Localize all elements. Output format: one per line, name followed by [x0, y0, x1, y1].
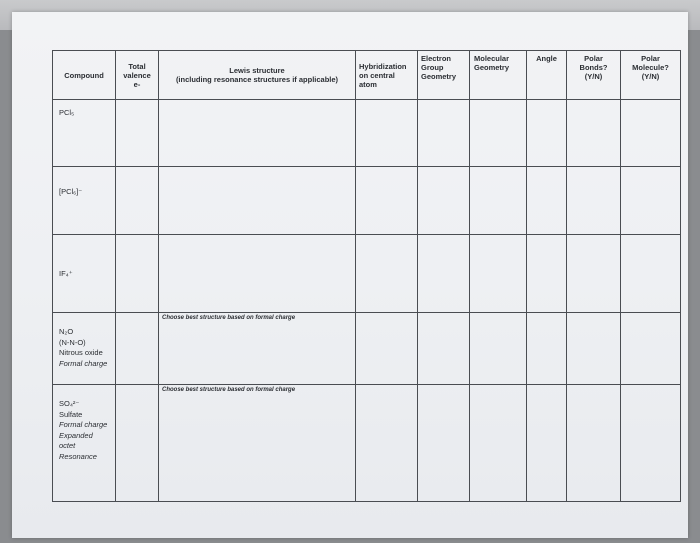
header-polar-bonds: Polar Bonds? (Y/N): [567, 51, 621, 100]
answer-cell[interactable]: [527, 167, 567, 235]
header-row: [53, 51, 681, 100]
answer-cell[interactable]: [621, 235, 681, 313]
answer-cell[interactable]: [116, 235, 159, 313]
table-row: [53, 385, 681, 502]
answer-cell[interactable]: [356, 167, 418, 235]
answer-cell[interactable]: [621, 385, 681, 502]
worksheet-grid: [52, 50, 681, 502]
answer-cell[interactable]: [621, 313, 681, 385]
answer-cell[interactable]: [418, 313, 470, 385]
formal-charge-note: Choose best structure based on formal charge: [162, 315, 296, 321]
answer-cell[interactable]: [621, 100, 681, 167]
answer-cell[interactable]: [470, 167, 527, 235]
compound-cell: SO₄²⁻ Sulfate Formal charge Expanded octet Resonance: [53, 385, 116, 502]
worksheet-paper: [12, 12, 688, 538]
answer-cell[interactable]: [470, 385, 527, 502]
compound-cell: PCl₅: [53, 100, 116, 167]
answer-cell[interactable]: [527, 100, 567, 167]
answer-cell[interactable]: [159, 100, 356, 167]
answer-cell[interactable]: [527, 313, 567, 385]
header-angle: Angle: [527, 51, 567, 100]
compound-cell: IF₄⁺: [53, 235, 116, 313]
answer-cell[interactable]: [567, 100, 621, 167]
answer-cell[interactable]: [567, 235, 621, 313]
answer-cell[interactable]: [356, 385, 418, 502]
header-total-valence: Total valence e-: [116, 51, 159, 100]
answer-cell[interactable]: [356, 313, 418, 385]
answer-cell[interactable]: [116, 167, 159, 235]
lewis-structure-cell[interactable]: [159, 313, 356, 385]
answer-cell[interactable]: [567, 313, 621, 385]
lewis-structure-cell[interactable]: [159, 385, 356, 502]
header-hybridization: Hybridization on central atom: [356, 51, 418, 100]
answer-cell[interactable]: [470, 313, 527, 385]
answer-cell[interactable]: [356, 235, 418, 313]
answer-cell[interactable]: [470, 100, 527, 167]
answer-cell[interactable]: [116, 313, 159, 385]
answer-cell[interactable]: [356, 100, 418, 167]
answer-cell[interactable]: [418, 385, 470, 502]
formal-charge-note: Choose best structure based on formal charge: [162, 387, 296, 393]
header-molecular-geometry: Molecular Geometry: [470, 51, 527, 100]
answer-cell[interactable]: [621, 167, 681, 235]
answer-cell[interactable]: [159, 235, 356, 313]
answer-cell[interactable]: [418, 235, 470, 313]
answer-cell[interactable]: [418, 167, 470, 235]
answer-cell[interactable]: [116, 385, 159, 502]
table-row: [53, 100, 681, 167]
answer-cell[interactable]: [159, 167, 356, 235]
header-compound: Compound: [53, 51, 116, 100]
answer-cell[interactable]: [567, 167, 621, 235]
answer-cell[interactable]: [116, 100, 159, 167]
compound-cell: N₂O (N-N-O) Nitrous oxide Formal charge: [53, 313, 116, 385]
worksheet-table: [52, 50, 681, 502]
answer-cell[interactable]: [527, 385, 567, 502]
answer-cell[interactable]: [567, 385, 621, 502]
answer-cell[interactable]: [470, 235, 527, 313]
header-lewis-structure: Lewis structure (including resonance structures if applicable): [159, 51, 356, 100]
header-electron-group-geometry: Electron Group Geometry: [418, 51, 470, 100]
compound-cell: [PCl₆]⁻: [53, 167, 116, 235]
answer-cell[interactable]: [527, 235, 567, 313]
header-polar-molecule: Polar Molecule? (Y/N): [621, 51, 681, 100]
table-row: [53, 167, 681, 235]
table-row: [53, 235, 681, 313]
table-row: [53, 313, 681, 385]
answer-cell[interactable]: [418, 100, 470, 167]
